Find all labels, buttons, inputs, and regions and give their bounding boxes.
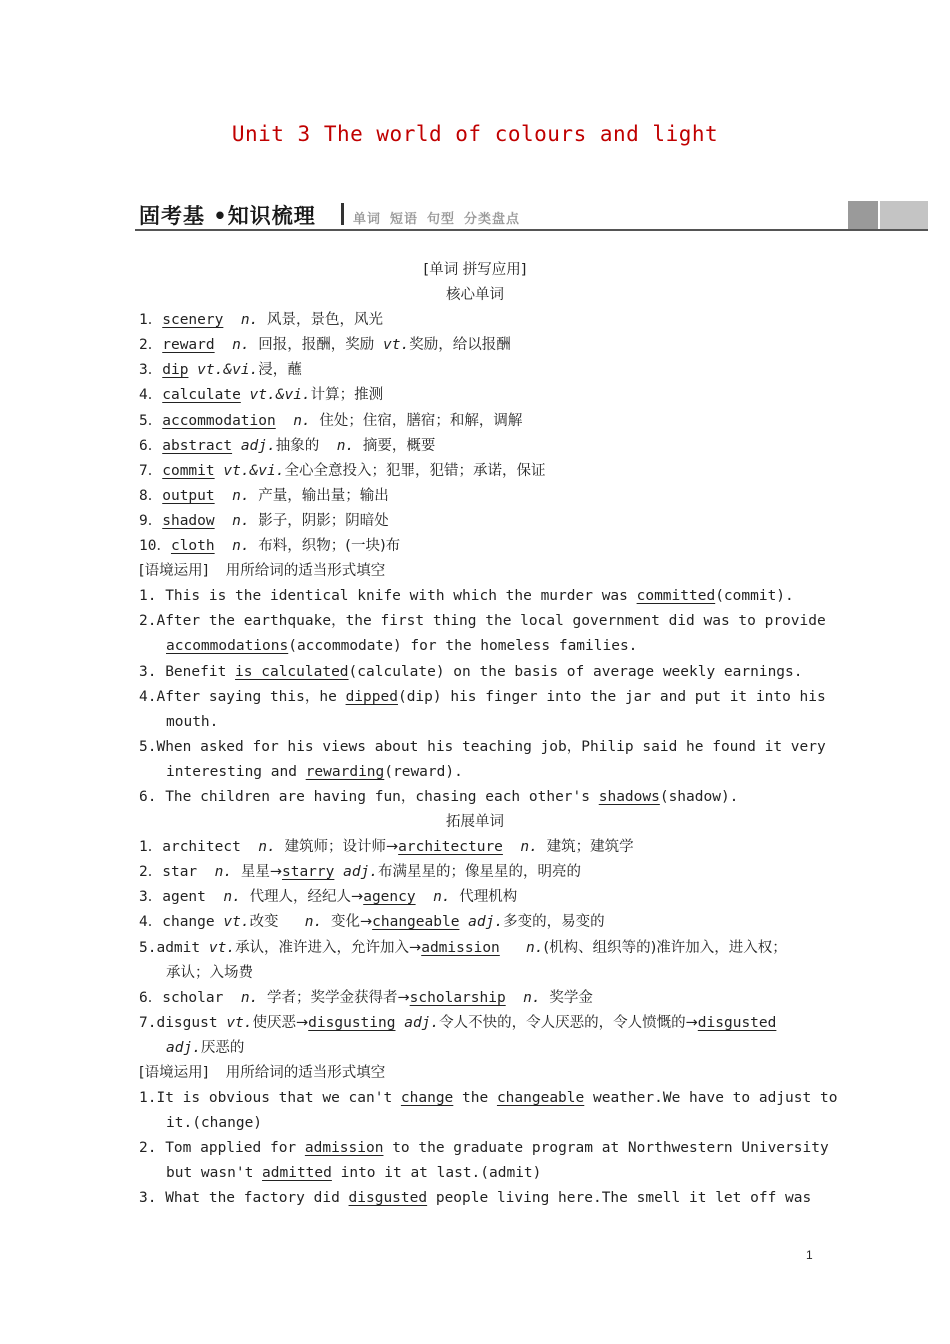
banner-sub-item: 句型 [427,212,456,227]
exercise-item: 5.When asked for his views about his teaching job，Philip said he found it very [139,738,826,755]
list-item-cont: 承认；入场费 [166,964,253,981]
list-item: 1．architect n. 建筑师；设计师→architecture n. 建筑；建筑学 [139,839,634,856]
exercise-item-cont: mouth. [166,713,219,730]
answer-word: change [400,1090,454,1107]
list-item: 1．scenery n. 风景，景色，风光 [139,312,384,329]
answer-word: output [162,487,215,504]
answer-word: changeable [372,914,460,931]
list-item: 2．reward n. 回报，报酬，奖励 vt.奖励，给以报酬 [139,337,511,354]
answer-word: accommodation [162,412,276,429]
answer-word: disgusting [308,1014,396,1031]
answer-word: committed [636,588,716,605]
list-item: 7.disgust vt.使厌恶→disgusting adj.令人不快的，令人厌恶的，令人愤慨的→disgusted [139,1014,777,1031]
list-item: 5.admit vt.承认，准许进入，允许加入→admission n.(机构、组织等的)准许加入，进入权； [139,939,787,956]
exercise-item-cont: accommodations(accommodate) for the homeless families. [166,638,638,655]
list-item: 4．change vt.改变 n. 变化→changeable adj.多变的，易变的 [139,914,605,931]
section-header: [单词 拼写应用] [423,262,527,278]
answer-word: dip [162,362,189,379]
section-banner [135,200,928,231]
answer-word: changeable [496,1090,585,1107]
banner-block-dark [848,201,878,229]
answer-word: disgusted [697,1014,777,1031]
banner-title: 固考基 •知识梳理 [139,204,316,228]
list-item: 2．star n. 星星→starry adj.布满星星的；像星星的，明亮的 [139,864,582,881]
exercise-item: 6. The children are having fun，chasing each other's shadows(shadow). [139,788,739,805]
banner-rule [135,229,928,231]
exercise-item: 3. What the factory did disgusted people living here.The smell it let off was [139,1190,812,1207]
answer-word: shadow [162,512,215,529]
page-number: 1 [806,1248,813,1262]
list-item: 8．output n. 产量，输出量；输出 [139,487,389,504]
page-title: Unit 3 The world of colours and light [231,122,719,146]
answer-word: shadows [598,788,660,805]
exercise-item-cont: interesting and rewarding(reward). [166,763,463,780]
list-item: 6．scholar n. 学者；奖学金获得者→scholarship n. 奖学金 [139,989,593,1006]
answer-word: reward [162,337,215,354]
list-item: 4．calculate vt.&vi.计算；推测 [139,387,384,404]
answer-word: commit [162,462,215,479]
list-item: 6．abstract adj.抽象的 n. 摘要，概要 [139,437,436,454]
exercise-item-cont: but wasn't admitted into it at last.(admit) [166,1165,542,1182]
answer-word: cloth [170,538,215,555]
banner-block-light [880,201,928,229]
list-item: 10．cloth n. 布料，织物；(一块)布 [139,538,401,555]
list-item: 5．accommodation n. 住处；住宿，膳宿；和解，调解 [139,412,523,429]
answer-word: calculate [162,387,241,404]
answer-word: disgusted [348,1190,428,1207]
answer-word: scenery [162,312,224,329]
core-words-title: 核心单词 [446,287,504,304]
answer-word: dipped [345,688,398,705]
answer-word: starry [281,864,335,881]
exercise-item-cont: it.(change) [166,1115,263,1132]
answer-word: accommodations [166,638,289,655]
exercise-item: 3. Benefit is calculated(calculate) on the basis of average weekly earnings. [139,663,803,680]
extended-words-title: 拓展单词 [446,814,504,831]
list-item: 9．shadow n. 影子，阴影；阴暗处 [139,512,389,529]
exercise-item: 4.After saying this，he dipped(dip) his finger into the jar and put it into his [139,688,826,705]
banner-sub-item: 短语 [390,212,419,227]
banner-subtitle [353,208,529,227]
document-body [139,258,838,1212]
exercise-header: [语境运用] 用所给词的适当形式填空 [139,563,386,580]
list-item-cont: adj.厌恶的 [166,1039,245,1056]
exercise-item: 2. Tom applied for admission to the graduate program at Northwestern University [139,1140,829,1157]
list-item: 3．dip vt.&vi.浸，蘸 [139,362,302,379]
banner-sub-item: 分类盘点 [464,212,521,227]
answer-word: admitted [262,1165,332,1182]
answer-word: rewarding [305,763,385,780]
banner-divider [341,203,344,225]
exercise-item: 1. This is the identical knife with which the murder was committed(commit). [139,588,794,605]
exercise-item: 2.After the earthquake，the first thing the local government did was to provide [139,613,826,630]
list-item: 7．commit vt.&vi.全心全意投入；犯罪，犯错；承诺，保证 [139,462,546,479]
answer-word: abstract [162,437,233,454]
answer-word: admission [304,1140,384,1157]
answer-word: admission [421,939,500,956]
answer-word: architecture [398,839,503,856]
list-item: 3．agent n. 代理人，经纪人→agency n. 代理机构 [139,889,518,906]
banner-sub-item: 单词 [353,212,382,227]
answer-word: agency [363,889,416,906]
answer-word: scholarship [409,989,506,1006]
exercise-header: [语境运用] 用所给词的适当形式填空 [139,1065,386,1081]
exercise-item: 1.It is obvious that we can't change the changeable weather.We have to adjust to [139,1090,838,1107]
answer-word: is calculated [235,663,349,680]
